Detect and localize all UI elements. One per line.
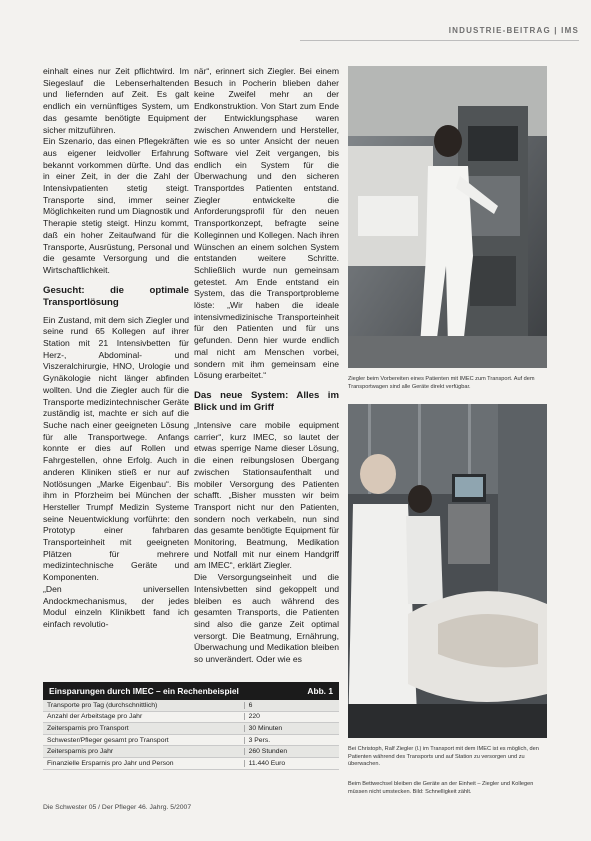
table-row <box>43 723 339 735</box>
table-cell-label: Zeitersparnis pro Transport <box>43 725 245 732</box>
caption-photo-2: Bei Christoph, Ralf Ziegler (l.) im Transport mit dem IMEC ist es möglich, den Patienten während des Transports und auf Station zu versorgen und zu überwachen. <box>348 746 539 768</box>
table-cell-value: 3 Pers. <box>248 736 271 744</box>
page-footer: Die Schwester 05 / Der Pfleger 46. Jahrg. 5/2007 <box>43 804 192 811</box>
table-row <box>43 758 339 770</box>
table-cell-label: Zeitersparnis pro Jahr <box>43 748 245 755</box>
table-cell-label: Anzahl der Arbeitstage pro Jahr <box>43 713 245 720</box>
table-cell-value: 30 Minuten <box>248 724 283 732</box>
table-row <box>43 712 339 724</box>
section-header: INDUSTRIE-BEITRAG | IMS <box>300 26 579 41</box>
text-column-left <box>43 66 189 674</box>
figure-badge: Abb. 1 <box>307 686 333 696</box>
table-row <box>43 700 339 712</box>
table-title-bar <box>43 682 339 700</box>
paragraph: „Den universellen Andockmechanismus, der jedes Modul einzeln Klinikbett fand ich einfach revolutio- <box>43 583 189 629</box>
table-cell-value: 11.440 Euro <box>248 759 286 767</box>
photo-staff-at-bed <box>348 404 547 738</box>
photo-nurse-transport <box>348 66 547 368</box>
paragraph: när“, erinnert sich Ziegler. Bei einem Besuch in Pocherin blieben daher keine Zweifel mehr an der Endkonstruktion. Von Start zum Ende der Entwicklungsphase waren zwischen Anwendern und Hersteller, wie es so unter Ansicht der neuen Software viel Zeit vergangen, bis endlich ein System für die Überwachung und den sicheren Transportdes Patienten entstand. Ziegler entwickelte die Anforderungsprofil für den neuen Transportkonzept, befragte seine Kolleginnen und Kollegen. Nach ihren Wünschen an einem solchen System entstanden weitere Schritte. Schließlich wurde nun gemeinsam getestet. Am Ende entstand ein System, das die Transportprobleme löste: „Wir haben die ideale intensivmedizinische Transporteinheit für den Patienten und für uns gefunden. Denn hier wurde endlich mal nicht am Menschen vorbei, sondern mit ihm gemeinsam eine Lösung erarbeitet.“ <box>194 66 339 381</box>
caption-photo-1: Ziegler beim Vorbereiten eines Patienten mit IMEC zum Transport. Auf dem Transportwagen sind alle Geräte direkt verfügbar. <box>348 376 535 390</box>
caption-photo-2-extra: Beim Bettwechsel bleiben die Geräte an der Einheit – Ziegler und Kollegen müssen nicht umstecken. Bild: Schnelligkeit zählt. <box>348 781 534 795</box>
table-cell-label: Schwester/Pfleger gesamt pro Transport <box>43 737 245 744</box>
table-cell-value: 220 <box>248 713 260 721</box>
table-cell-value: 6 <box>248 701 253 709</box>
paragraph: einhalt eines nur Zeit pflichtwird. Im Siegeslauf die Lebenserhaltenden und liefernden auf Zeit. Es galt endlich ein vernünftiges System, um das gesamte benötigte Equipment sicher mitzuführen. <box>43 66 189 135</box>
table-title: Einsparungen durch IMEC – ein Rechenbeispiel <box>49 686 239 696</box>
paragraph: Die Versorgungseinheit und die Intensivbetten sind gekoppelt und bleiben es auch während des gesamten Transports, die Patienten sind also die ganze Zeit optimal versorgt. Die Beatmung, Ernährung, Überwachung und Medikation bleiben so unverändert. Oder wie es <box>194 572 339 665</box>
subheading-neues-system: Das neue System: Alles im Blick und im Griff <box>194 389 339 413</box>
table-cell-label: Finanzielle Ersparnis pro Jahr und Person <box>43 760 245 767</box>
table-body <box>43 700 339 770</box>
table-row <box>43 735 339 747</box>
savings-table <box>43 682 339 770</box>
table-cell-label: Transporte pro Tag (durchschnittlich) <box>43 702 245 709</box>
text-column-middle <box>194 66 339 683</box>
table-row <box>43 746 339 758</box>
paragraph: „Intensive care mobile equipment carrier“, kurz IMEC, so lautet der etwas sperrige Name dieser Lösung, die einen reibungslosen Übergang zwischen Stationsaufenthalt und mobiler Versorgung des Patienten schafft. „Bisher mussten wir beim Transport nicht nur den Patienten, sondern noch verkabeln, nun sind das gesamte benötigte Equipment für Monitoring, Beatmung, Medikation und Notfall mit nur einem Handgriff am IMEC“, erklärt Ziegler. <box>194 419 339 571</box>
paragraph: Ein Szenario, das einen Pflegekräften aus eigener leidvoller Erfahrung bekannt vorkommen dürfte. Und das in einer Zeit, in der die Zahl der Intensivpatienten stetig steigt. Transporte sind, immer seiner Möglichkeiten rund um Diagnostik und Therapie stetig steigt. Hinzu kommt, daß ein hoher Zeitaufwand für die Transporte, Ausrüstung, Personal und die gesamte Versorgung und die Wirtschaftlichkeit. <box>43 136 189 275</box>
table-cell-value: 260 Stunden <box>248 748 288 756</box>
paragraph: Ein Zustand, mit dem sich Ziegler und seine rund 65 Kollegen auf ihrer Station mit 21 Intensivbetten für Herz-, Abdominal- und Viszeralchirurgie, HNO, Urologie und Gynäkologie nicht länger abfinden wollten. Und die Ziegler auch für die Transporte medizintechnischer Geräte zuständig ist, machte er sich auf die Suche nach einer geeigneten Lösung für alle Transportwege. Anfangs konnte er dies auf Rollen und Fahrgestellen, ohne Erfolg. Auch in anderen Kliniken stieß er nur auf Notlösungen „Marke Eigenbau“. Bis ihm in Pforzheim bei München der Hersteller Trumpf Medizin Systeme seine Neuentwicklung vorführte: den Prototyp einer fahrbaren Transporteinheit mit geeigneten Plätzen für mehrere medizintechnische Geräte und Komponenten. <box>43 314 189 583</box>
subheading-gesucht: Gesucht: die optimale Transportlösung <box>43 284 189 308</box>
